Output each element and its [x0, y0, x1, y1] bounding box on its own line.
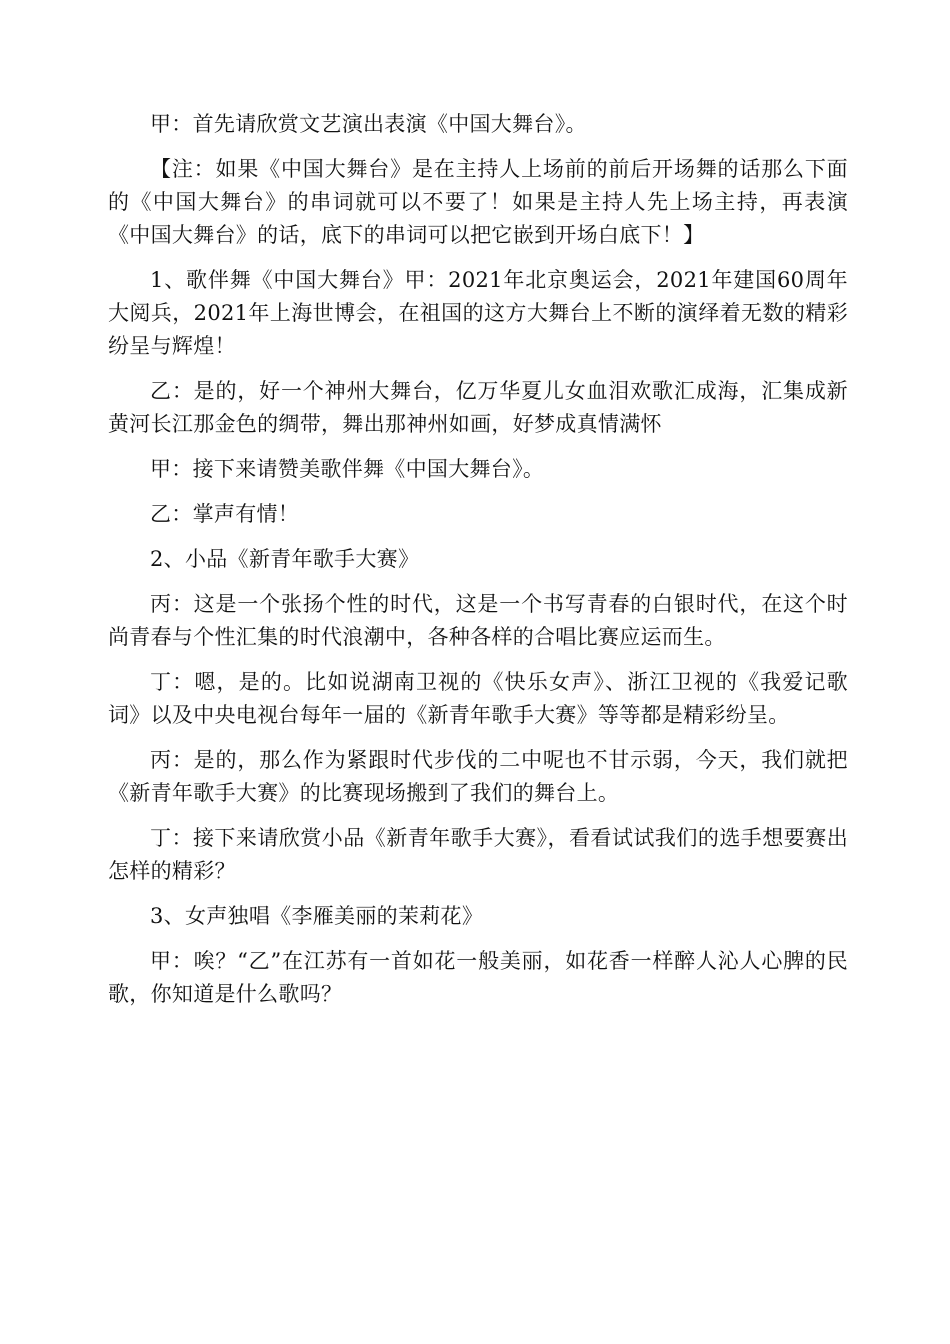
paragraph-9: 丁：嗯，是的。比如说湖南卫视的《快乐女声》、浙江卫视的《我爱记歌词》以及中央电视台每年一届的《新青年歌手大赛》等等都是精彩纷呈。 — [108, 670, 848, 727]
paragraph-7: 2、小品《新青年歌手大赛》 — [150, 547, 420, 571]
paragraph-3: 1、歌伴舞《中国大舞台》甲：2021年北京奥运会，2021年建国60周年大阅兵，2021年上海世博会，在祖国的这方大舞台上不断的演绎着无数的精彩纷呈与辉煌！ — [108, 268, 848, 358]
paragraph-1: 甲：首先请欣赏文艺演出表演《中国大舞台》。 — [150, 112, 587, 136]
document-body — [108, 108, 848, 1023]
paragraph-10: 丙：是的，那么作为紧跟时代步伐的二中呢也不甘示弱，今天，我们就把《新青年歌手大赛》的比赛现场搬到了我们的舞台上。 — [108, 748, 848, 805]
paragraph-4: 乙：是的，好一个神州大舞台，亿万华夏儿女血泪欢歌汇成海，汇集成新黄河长江那金色的绸带，舞出那神州如画，好梦成真情满怀 — [108, 379, 848, 436]
paragraph-11: 丁：接下来请欣赏小品《新青年歌手大赛》，看看试试我们的选手想要赛出怎样的精彩？ — [108, 826, 848, 883]
paragraph-5: 甲：接下来请赞美歌伴舞《中国大舞台》。 — [150, 457, 545, 481]
paragraph-12: 3、女声独唱《李雁美丽的茉莉花》 — [150, 904, 484, 928]
paragraph-13: 甲：唉？“乙”在江苏有一首如花一般美丽，如花香一样醉人沁人心脾的民歌，你知道是什么歌吗？ — [108, 949, 848, 1006]
paragraph-2: 【注：如果《中国大舞台》是在主持人上场前的前后开场舞的话那么下面的《中国大舞台》的串词就可以不要了！如果是主持人先上场主持，再表演《中国大舞台》的话，底下的串词可以把它嵌到开场白底下！】 — [108, 157, 848, 247]
paragraph-8: 丙：这是一个张扬个性的时代，这是一个书写青春的白银时代，在这个时尚青春与个性汇集的时代浪潮中，各种各样的合唱比赛应运而生。 — [108, 592, 848, 649]
paragraph-6: 乙：掌声有情！ — [150, 502, 300, 526]
